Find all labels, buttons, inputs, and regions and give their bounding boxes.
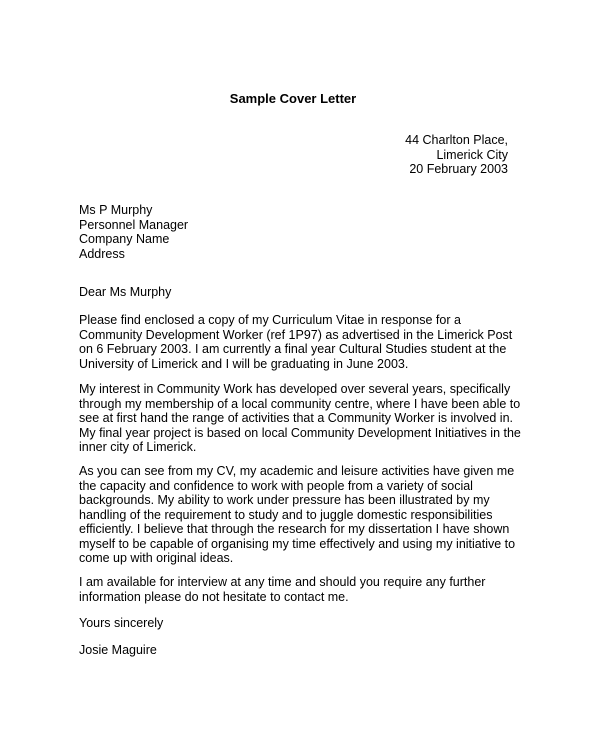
recipient-name: Ms P Murphy [79,203,153,217]
letter-date: 20 February 2003 [409,162,508,176]
paragraph-1 [79,313,519,371]
recipient-address [79,203,188,261]
paragraph-line: come up with original ideas. [79,551,234,565]
paragraph-line: University of Limerick and I will be graduating in June 2003. [79,356,409,371]
paragraph-line: My final year project is based on local Community Development Initiatives in the [79,425,521,440]
sender-address [405,133,508,177]
paragraph-line: efficiently. I believe that through the research for my dissertation I have shown [79,522,510,536]
paragraph-3 [79,464,519,566]
paragraph-line: I am available for interview at any time and should you require any further [79,575,486,589]
closing: Yours sincerely [79,616,164,630]
paragraph-line: Please find enclosed a copy of my Curriculum Vitae in response for a [79,313,461,327]
paragraph-line: backgrounds. My ability to work under pressure has been illustrated by my [79,493,490,507]
paragraph-line: inner city of Limerick. [79,440,197,454]
paragraph-line: My interest in Community Work has developed over several years, specifically [79,382,511,396]
sender-address-line1: 44 Charlton Place, [405,133,508,147]
recipient-position: Personnel Manager [79,217,189,232]
paragraph-line: on 6 February 2003. I am currently a final year Cultural Studies student at the [79,342,507,356]
salutation: Dear Ms Murphy [79,285,172,299]
paragraph-2 [79,382,519,455]
signature-name: Josie Maguire [79,643,157,657]
letter-title: Sample Cover Letter [229,91,357,106]
paragraph-line: myself to be capable of organising my time effectively and using my initiative to [79,536,516,551]
paragraph-4 [79,575,519,604]
paragraph-line: As you can see from my CV, my academic and leisure activities have given me [79,464,515,478]
paragraph-line: through my membership of a local community centre, where I have been able to [79,396,521,411]
paragraph-line: information please do not hesitate to contact me. [79,589,349,604]
paragraph-line: see at first hand the range of activities that a Community Worker is involved in. [79,411,513,425]
paragraph-line: the capacity and confidence to work with people from a variety of social [79,478,473,493]
sender-address-line2: Limerick City [436,147,508,162]
paragraph-line: Community Development Worker (ref 1P97) as advertised in the Limerick Post [79,327,513,342]
recipient-company: Company Name [79,232,170,246]
recipient-address-line: Address [79,246,125,261]
paragraph-line: handling of the requirement to study and to juggle domestic responsibilities [79,507,493,522]
